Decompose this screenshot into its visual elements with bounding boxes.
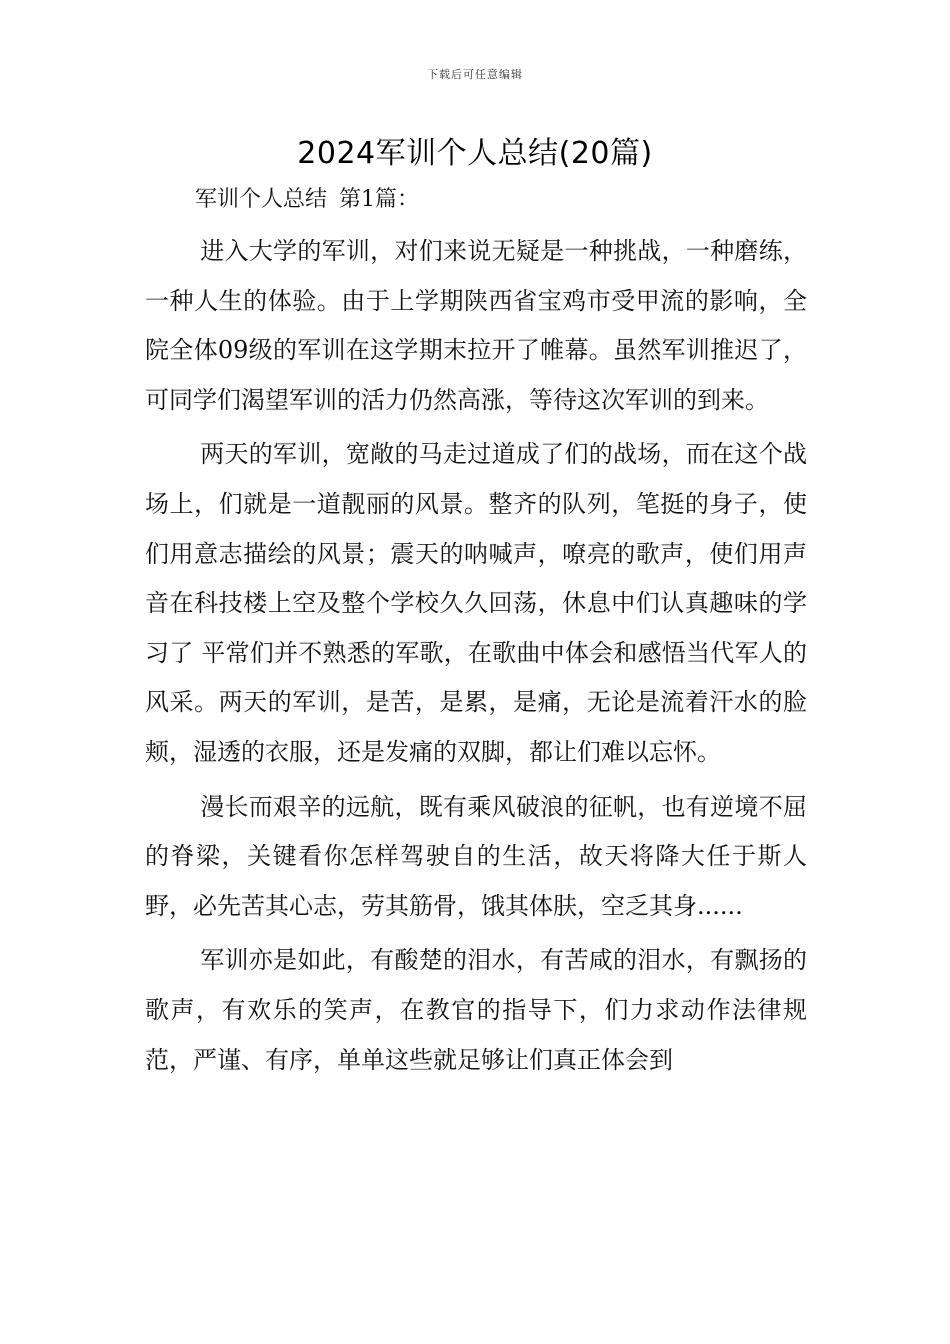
section-number: 第1篇： — [339, 187, 420, 212]
paragraph: 两天的军训，宽敞的马走过道成了们的战场，而在这个战场上，们就是一道靓丽的风景。整齐的队列，笔挺的身子，使们用意志描绘的风景；震天的呐喊声，嘹亮的歌声，使们用声音在科技楼上空及整个学校久久回荡，休息中们认真趣味的学习了 平常们并不熟悉的军歌，在歌曲中体会和感悟当代军人的风采。两天的军训，是苦，是累，是痛，无论是流着汗水的脸颊，湿透的衣服，还是发痛的双脚，都让们难以忘怀。 — [145, 440, 807, 766]
section-label: 军训个人总结 — [195, 187, 328, 212]
header-note: 下载后可任意编辑 — [427, 68, 523, 81]
section-heading — [195, 182, 419, 213]
document-title: 2024军训个人总结(20篇) — [297, 136, 653, 171]
paragraph: 进入大学的军训，对们来说无疑是一种挑战，一种磨练，一种人生的体验。由于上学期陕西省宝鸡市受甲流的影响，全院全体09级的军训在这学期末拉开了帷幕。虽然军训推迟了，可同学们渴望军训的活力仍然高涨，等待这次军训的到来。 — [145, 237, 807, 414]
paragraph: 军训亦是如此，有酸楚的泪水，有苦咸的泪水，有飘扬的歌声，有欢乐的笑声，在教官的指导下，们力求动作法律规范，严谨、有序，单单这些就足够让们真正体会到 — [145, 946, 807, 1074]
document-body — [145, 227, 807, 1090]
paragraph: 漫长而艰辛的远航，既有乘风破浪的征帆，也有逆境不屈的脊梁，关键看你怎样驾驶自的生活，故天将降大任于斯人野，必先苦其心志，劳其筋骨，饿其体肤，空乏其身...... — [145, 792, 807, 920]
